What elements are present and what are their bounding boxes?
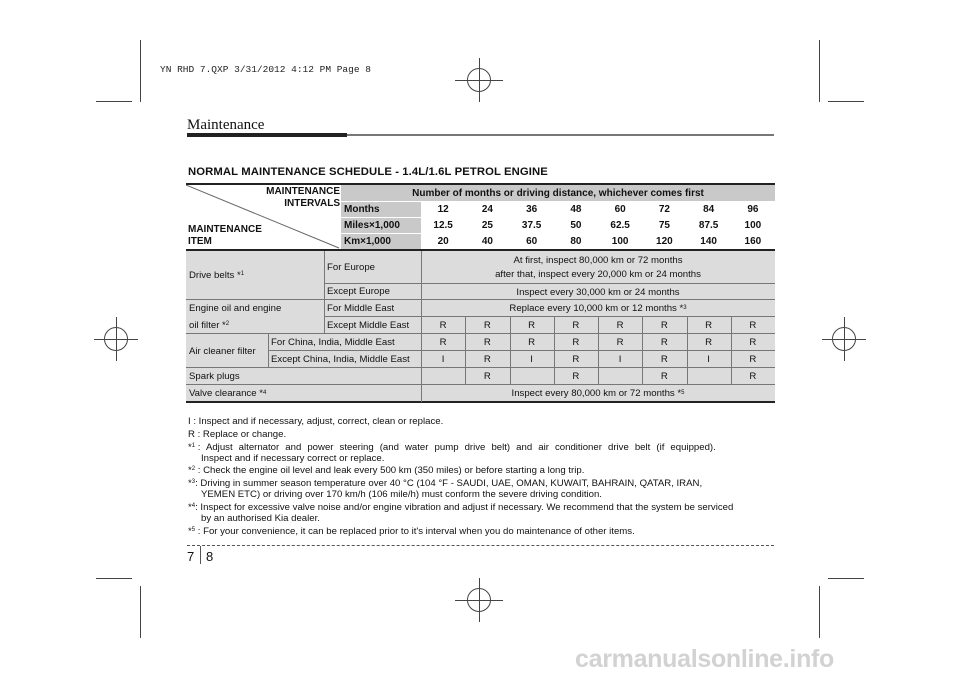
grid-column-line [465, 317, 466, 385]
china-cell-5: R [660, 337, 668, 348]
except-middle-east-cell-6: R [705, 320, 713, 331]
header-column-separator [775, 201, 776, 249]
months-value-4: 60 [614, 203, 626, 215]
except-china-cell-3: R [572, 354, 580, 365]
spark-cell-2: R [660, 371, 668, 382]
note-2: *$^2$ : Check the engine oil level and leak every 500 km (350 miles) or before starting a long trip. [188, 465, 585, 476]
china-cell-3: R [572, 337, 580, 348]
watermark: carmanualsonline.info [575, 645, 835, 673]
except-middle-east-cell-0: R [439, 320, 447, 331]
note-inspect: I : Inspect and if necessary, adjust, correct, clean or replace. [188, 416, 444, 427]
for-china-label: For China, India, Middle East [271, 337, 395, 348]
china-cell-7: R [749, 337, 757, 348]
except-middle-east-cell-5: R [660, 320, 668, 331]
except-china-label: Except China, India, Middle East [271, 354, 410, 365]
except-china-cell-2: I [530, 354, 533, 365]
china-cell-6: R [705, 337, 713, 348]
footer-rule [187, 545, 774, 546]
spark-cell-3: R [749, 371, 757, 382]
months-label: Months [341, 201, 421, 217]
except-china-cell-6: I [707, 354, 710, 365]
miles-value-7: 100 [744, 219, 762, 231]
print-slug-line: YN RHD 7.QXP 3/31/2012 4:12 PM Page 8 [160, 64, 371, 75]
months-value-7: 96 [747, 203, 759, 215]
grid-column-line [598, 317, 599, 385]
months-value-1: 24 [481, 203, 493, 215]
grid-column-line [687, 317, 688, 385]
interval-header: Number of months or driving distance, whichever comes first [341, 185, 775, 201]
km-value-0: 20 [437, 235, 449, 247]
miles-value-6: 87.5 [698, 219, 719, 231]
miles-value-0: 12.5 [433, 219, 453, 231]
note-4-cont: by an authorised Kia dealer. [201, 513, 320, 524]
page-number: 8 [206, 549, 214, 564]
miles-value-1: 25 [481, 219, 493, 231]
note-3-cont: YEMEN ETC) or driving over 170 km/h (106 mile/h) must conform the severe driving condition. [201, 489, 602, 500]
except-middle-east-cell-7: R [749, 320, 757, 331]
china-cell-0: R [439, 337, 447, 348]
except-china-cell-4: I [618, 354, 622, 365]
km-value-7: 160 [744, 235, 762, 247]
europe-interval-line-1: At first, inspect 80,000 km or 72 months [513, 254, 683, 266]
except-middle-east-cell-2: R [528, 320, 536, 331]
china-cell-2: R [528, 337, 536, 348]
engine-oil-label-2: oil filter * $^2$ [189, 319, 230, 331]
china-cell-4: R [616, 337, 624, 348]
section-rule-thin [347, 134, 774, 136]
header-column-separator [731, 201, 732, 249]
for-europe-label: For Europe [327, 261, 375, 273]
miles-value-2: 37.5 [521, 219, 542, 231]
grid-column-line [731, 317, 732, 385]
item-label: MAINTENANCE [188, 223, 262, 235]
schedule-title: NORMAL MAINTENANCE SCHEDULE - 1.4L/1.6L PETROL ENGINE [188, 166, 548, 178]
km-value-3: 80 [570, 235, 582, 247]
header-column-separator [642, 201, 643, 249]
months-value-0: 12 [437, 203, 449, 215]
item-label-2: ITEM [188, 235, 212, 247]
spark-plugs-label: Spark plugs [189, 371, 240, 382]
intervals-label-2: INTERVALS [284, 197, 340, 209]
chapter-number: 7 [187, 549, 195, 564]
header-column-separator [687, 201, 688, 249]
section-rule [187, 133, 347, 137]
grid-column-line [642, 317, 643, 385]
note-1: *$^1$ : Adjust alternator and power steering (and water pump drive belt) and air conditioner drive belt (if equipped). [188, 442, 716, 453]
drive-belts-label: Drive belts * $^1$ [189, 269, 245, 281]
air-cleaner-label: Air cleaner filter [189, 345, 256, 357]
note-3: *$^3$: Driving in summer season temperature over 40 °C (104 °F - SAUDI, UAE, OMAN, KUWAIT, BAHRAIN, QATAR, IRAN, [188, 478, 703, 489]
except-europe-label: Except Europe [327, 285, 390, 297]
months-value-2: 36 [526, 203, 538, 215]
except-china-cell-7: R [749, 354, 757, 365]
except-middle-east-label: Except Middle East [327, 320, 410, 331]
engine-oil-label: Engine oil and engine [189, 302, 282, 314]
km-value-5: 120 [656, 235, 673, 247]
header-column-separator [465, 201, 466, 249]
note-replace: R : Replace or change. [188, 429, 287, 440]
header-column-separator [554, 201, 555, 249]
grid-column-line [554, 317, 555, 385]
header-column-separator [598, 201, 599, 249]
months-value-3: 48 [570, 203, 582, 215]
miles-value-3: 50 [570, 219, 582, 231]
km-value-2: 60 [526, 235, 538, 247]
note-4: *$^4$: Inspect for excessive valve noise and/or engine vibration and adjust if necessary. We recommend that the system be serviced [188, 502, 734, 513]
except-china-cell-5: R [660, 354, 668, 365]
months-value-6: 84 [703, 203, 715, 215]
valve-clearance-label: Valve clearance * $^4$ [189, 388, 267, 399]
miles-value-4: 62.5 [610, 219, 630, 231]
km-value-6: 140 [700, 235, 717, 247]
spark-cell-0: R [483, 371, 491, 382]
note-5: *$^5$ : For your convenience, it can be replaced prior to it's interval when you do maintenance of other items. [188, 526, 635, 537]
header-column-separator [421, 201, 422, 249]
china-cell-1: R [483, 337, 491, 348]
spark-cell-1: R [572, 371, 580, 382]
except-china-cell-1: R [483, 354, 491, 365]
grid-column-line [510, 317, 511, 385]
europe-interval-line-2: after that, inspect every 20,000 km or 24 months [495, 268, 701, 280]
months-value-5: 72 [658, 203, 670, 215]
page-number-divider [200, 546, 201, 564]
km-value-1: 40 [481, 235, 493, 247]
section-title: Maintenance [187, 117, 265, 133]
for-middle-east-label: For Middle East [327, 303, 395, 314]
except-middle-east-cell-4: R [616, 320, 624, 331]
km-value-4: 100 [611, 235, 629, 247]
miles-value-5: 75 [658, 219, 670, 231]
km-label: Km×1,000 [341, 233, 421, 249]
except-middle-east-cell-1: R [483, 320, 491, 331]
note-1-cont: Inspect and if necessary correct or replace. [201, 453, 385, 464]
middle-east-interval: Replace every 10,000 km or 12 months * $^3$ [509, 303, 687, 314]
except-europe-interval: Inspect every 30,000 km or 24 months [516, 286, 680, 298]
intervals-label: MAINTENANCE [266, 185, 340, 197]
except-middle-east-cell-3: R [572, 320, 580, 331]
miles-label: Miles×1,000 [341, 217, 421, 233]
except-china-cell-0: I [441, 354, 445, 365]
valve-clearance-interval: Inspect every 80,000 km or 72 months * $^5$ [511, 388, 685, 399]
header-column-separator [510, 201, 511, 249]
